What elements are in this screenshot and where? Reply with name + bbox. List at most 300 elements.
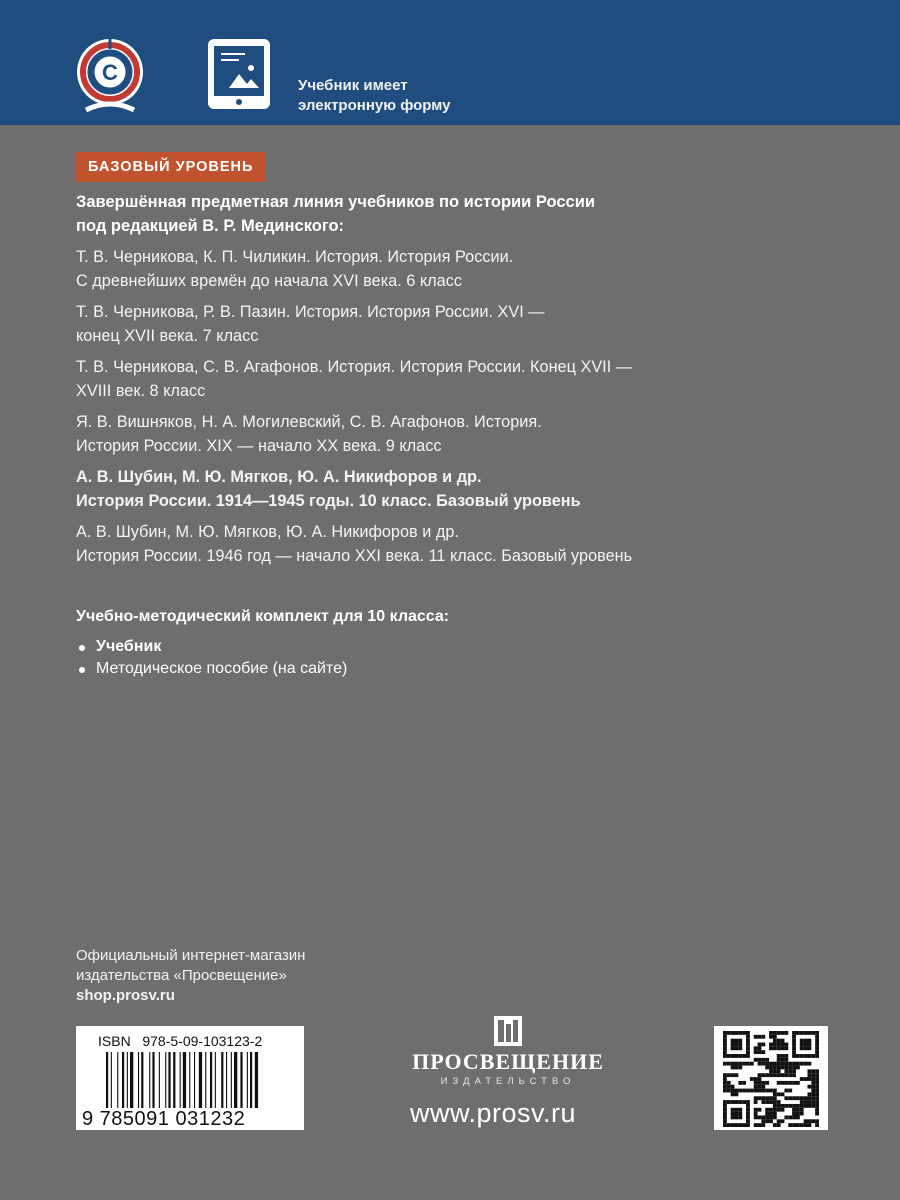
book-line: А. В. Шубин, М. Ю. Мягков, Ю. А. Никифоров и др. (76, 468, 482, 486)
qr-module (723, 1077, 727, 1081)
qr-module (746, 1104, 750, 1108)
qr-module (800, 1039, 804, 1043)
qr-module (723, 1085, 727, 1089)
qr-module (811, 1081, 815, 1085)
qr-module (761, 1043, 765, 1047)
qr-module (738, 1123, 742, 1127)
qr-module (796, 1108, 800, 1112)
qr-module (815, 1081, 819, 1085)
qr-module (738, 1054, 742, 1058)
qr-module (811, 1119, 815, 1123)
qr-module (777, 1066, 781, 1070)
qr-module (804, 1039, 808, 1043)
isbn-label: ISBN (98, 1033, 131, 1049)
qr-module (735, 1062, 739, 1066)
qr-module (754, 1050, 758, 1054)
qr-module (723, 1073, 727, 1077)
barcode-bar (130, 1052, 133, 1108)
qr-module (761, 1123, 765, 1127)
barcode-bar (194, 1052, 195, 1108)
qr-module (815, 1100, 819, 1104)
qr-module (807, 1046, 811, 1050)
qr-module (815, 1069, 819, 1073)
qr-module (800, 1123, 804, 1127)
qr-module (773, 1108, 777, 1112)
qr-module (804, 1096, 808, 1100)
qr-module (781, 1054, 785, 1058)
qr-module (815, 1108, 819, 1112)
qr-module (788, 1073, 792, 1077)
book-grade-8 (76, 355, 866, 403)
qr-module (807, 1069, 811, 1073)
qr-module (773, 1089, 777, 1093)
qr-module (758, 1035, 762, 1039)
qr-module (777, 1043, 781, 1047)
qr-module (800, 1096, 804, 1100)
qr-module (761, 1100, 765, 1104)
qr-module (800, 1112, 804, 1116)
qr-module (800, 1046, 804, 1050)
qr-module (735, 1054, 739, 1058)
qr-module (784, 1081, 788, 1085)
qr-module (800, 1100, 804, 1104)
qr-module (761, 1062, 765, 1066)
qr-module (746, 1050, 750, 1054)
qr-module (815, 1112, 819, 1116)
qr-module (754, 1100, 758, 1104)
qr-module (738, 1115, 742, 1119)
qr-module (777, 1073, 781, 1077)
book-series-section (76, 190, 866, 680)
book-line: Т. В. Черникова, К. П. Чиликин. История. История России. (76, 248, 514, 266)
qr-module (796, 1115, 800, 1119)
barcode-bar (173, 1052, 175, 1108)
qr-module (781, 1104, 785, 1108)
qr-module (796, 1112, 800, 1116)
qr-code-icon[interactable] (723, 1031, 819, 1127)
book-line: А. В. Шубин, М. Ю. Мягков, Ю. А. Никифоров и др. (76, 523, 459, 541)
tablet-icon (207, 38, 271, 110)
barcode-bar (240, 1052, 242, 1108)
qr-module (807, 1092, 811, 1096)
book-grade-9 (76, 410, 866, 458)
qr-module (781, 1119, 785, 1123)
qr-module (738, 1100, 742, 1104)
qr-module (807, 1062, 811, 1066)
barcode-bar (205, 1052, 206, 1108)
eform-line-1: Учебник имеет (298, 77, 408, 94)
qr-module (815, 1123, 819, 1127)
qr-module (804, 1054, 808, 1058)
qr-module (773, 1043, 777, 1047)
qr-module (769, 1069, 773, 1073)
qr-module (784, 1043, 788, 1047)
barcode-bar (189, 1052, 190, 1108)
qr-module (738, 1043, 742, 1047)
qr-module (723, 1062, 727, 1066)
qr-module (738, 1112, 742, 1116)
qr-module (750, 1062, 754, 1066)
qr-module (800, 1043, 804, 1047)
qr-module (750, 1077, 754, 1081)
shop-line-1: Официальный интернет-магазин (76, 947, 306, 964)
qr-module (788, 1062, 792, 1066)
qr-module (815, 1077, 819, 1081)
qr-module (792, 1112, 796, 1116)
qr-module (807, 1039, 811, 1043)
qr-module (815, 1054, 819, 1058)
qr-module (761, 1096, 765, 1100)
qr-module (792, 1046, 796, 1050)
qr-module (784, 1058, 788, 1062)
barcode-bar (226, 1052, 227, 1108)
barcode-bar (221, 1052, 223, 1108)
qr-module (804, 1123, 808, 1127)
qr-module (777, 1046, 781, 1050)
qr-module (811, 1100, 815, 1104)
qr-module (777, 1054, 781, 1058)
qr-module (788, 1089, 792, 1093)
qr-module (784, 1073, 788, 1077)
qr-module (792, 1069, 796, 1073)
qr-module (788, 1115, 792, 1119)
series-heading (76, 190, 866, 238)
qr-module (807, 1104, 811, 1108)
qr-module (769, 1119, 773, 1123)
qr-module (731, 1066, 735, 1070)
qr-module (754, 1115, 758, 1119)
qr-module (746, 1112, 750, 1116)
qr-module (777, 1062, 781, 1066)
qr-module (792, 1062, 796, 1066)
kit-item-methodical-guide: Методическое пособие (на сайте) (76, 658, 866, 680)
shop-line-2: издательства «Просвещение» (76, 967, 287, 984)
qr-module (815, 1073, 819, 1077)
qr-module (761, 1035, 765, 1039)
qr-module (792, 1035, 796, 1039)
qr-module (731, 1062, 735, 1066)
qr-module (761, 1085, 765, 1089)
qr-module (723, 1046, 727, 1050)
qr-module (758, 1085, 762, 1089)
book-line: История России. 1914—1945 годы. 10 класс. Базовый уровень (76, 492, 581, 510)
qr-module (796, 1123, 800, 1127)
qr-module (735, 1039, 739, 1043)
qr-module (754, 1081, 758, 1085)
qr-module (804, 1104, 808, 1108)
barcode-bar (183, 1052, 186, 1108)
qr-module (746, 1108, 750, 1112)
qr-module (804, 1100, 808, 1104)
qr-module (746, 1043, 750, 1047)
barcode-bar (149, 1052, 150, 1108)
qr-module (765, 1119, 769, 1123)
qr-module (773, 1031, 777, 1035)
qr-module (731, 1115, 735, 1119)
qr-module (773, 1115, 777, 1119)
qr-module (727, 1123, 731, 1127)
qr-module (754, 1089, 758, 1093)
qr-module (815, 1043, 819, 1047)
qr-module (769, 1089, 773, 1093)
qr-module (746, 1062, 750, 1066)
qr-module (784, 1096, 788, 1100)
qr-module (723, 1123, 727, 1127)
qr-module (796, 1096, 800, 1100)
qr-module (792, 1043, 796, 1047)
book-line: История России. 1946 год — начало XXI века. 11 класс. Базовый уровень (76, 547, 633, 565)
qr-module (761, 1115, 765, 1119)
qr-module (773, 1100, 777, 1104)
qr-module (769, 1073, 773, 1077)
qr-module (800, 1054, 804, 1058)
qr-module (788, 1123, 792, 1127)
qr-module (777, 1123, 781, 1127)
electronic-form-note (298, 76, 451, 116)
qr-module (811, 1069, 815, 1073)
qr-module (746, 1054, 750, 1058)
qr-module (769, 1096, 773, 1100)
book-line: История России. XIX — начало XX века. 9 класс (76, 437, 442, 455)
qr-module (784, 1104, 788, 1108)
qr-module (807, 1100, 811, 1104)
qr-module (758, 1043, 762, 1047)
qr-module (731, 1054, 735, 1058)
qr-module (742, 1089, 746, 1093)
svg-text:С: С (102, 60, 118, 85)
qr-module (735, 1100, 739, 1104)
qr-module (781, 1081, 785, 1085)
qr-module (761, 1073, 765, 1077)
circle-c-logo-icon (72, 36, 148, 118)
qr-module (765, 1073, 769, 1077)
qr-module (781, 1108, 785, 1112)
qr-module (761, 1081, 765, 1085)
qr-module (754, 1112, 758, 1116)
qr-module (804, 1119, 808, 1123)
qr-module (731, 1108, 735, 1112)
qr-module (735, 1112, 739, 1116)
qr-module (796, 1081, 800, 1085)
qr-module (731, 1039, 735, 1043)
qr-module (773, 1104, 777, 1108)
qr-module (811, 1096, 815, 1100)
qr-module (792, 1081, 796, 1085)
qr-module (761, 1089, 765, 1093)
barcode-bar (111, 1052, 112, 1108)
qr-module (723, 1043, 727, 1047)
qr-module (800, 1077, 804, 1081)
level-badge: БАЗОВЫЙ УРОВЕНЬ (76, 152, 265, 182)
qr-module (804, 1077, 808, 1081)
qr-module (773, 1039, 777, 1043)
publisher-site[interactable]: www.prosv.ru (410, 1098, 577, 1128)
qr-module (777, 1069, 781, 1073)
qr-module (807, 1043, 811, 1047)
qr-module (792, 1108, 796, 1112)
qr-module (773, 1069, 777, 1073)
qr-module (792, 1054, 796, 1058)
qr-module (746, 1123, 750, 1127)
qr-module (758, 1062, 762, 1066)
qr-module (777, 1031, 781, 1035)
qr-module (738, 1031, 742, 1035)
qr-module (731, 1031, 735, 1035)
barcode-bar (159, 1052, 160, 1108)
qr-module (796, 1066, 800, 1070)
barcode-bar (250, 1052, 252, 1108)
qr-module (781, 1058, 785, 1062)
qr-module (731, 1100, 735, 1104)
qr-module (773, 1073, 777, 1077)
kit-list (76, 636, 866, 680)
qr-module (735, 1031, 739, 1035)
barcode-bar (106, 1052, 108, 1108)
qr-module (815, 1039, 819, 1043)
qr-module (792, 1096, 796, 1100)
qr-module (807, 1073, 811, 1077)
qr-module (792, 1066, 796, 1070)
barcode-icon (106, 1052, 296, 1114)
qr-module (731, 1089, 735, 1093)
qr-module (815, 1031, 819, 1035)
qr-module (742, 1123, 746, 1127)
qr-module (781, 1092, 785, 1096)
qr-module (758, 1108, 762, 1112)
qr-module (811, 1077, 815, 1081)
qr-module (796, 1104, 800, 1108)
qr-module (758, 1081, 762, 1085)
qr-module (769, 1035, 773, 1039)
qr-module (765, 1062, 769, 1066)
qr-module (727, 1081, 731, 1085)
barcode-bar (247, 1052, 248, 1108)
qr-module (815, 1085, 819, 1089)
qr-module (746, 1100, 750, 1104)
qr-module (758, 1089, 762, 1093)
book-grade-6 (76, 245, 866, 293)
qr-module (754, 1096, 758, 1100)
qr-module (777, 1104, 781, 1108)
qr-module (811, 1085, 815, 1089)
qr-module (807, 1031, 811, 1035)
qr-module (773, 1092, 777, 1096)
qr-module (777, 1108, 781, 1112)
shop-url[interactable]: shop.prosv.ru (76, 987, 175, 1004)
qr-module (807, 1085, 811, 1089)
qr-module (784, 1066, 788, 1070)
barcode-bar (255, 1052, 258, 1108)
qr-module (731, 1112, 735, 1116)
qr-module (723, 1081, 727, 1085)
eform-line-2: электронную форму (298, 97, 451, 114)
qr-module (769, 1112, 773, 1116)
barcode-bar (234, 1052, 237, 1108)
qr-module (738, 1089, 742, 1093)
book-grade-10-current (76, 465, 866, 513)
isbn-text (98, 1033, 262, 1049)
qr-module (758, 1058, 762, 1062)
qr-module (738, 1062, 742, 1066)
kit-item-textbook: Учебник (76, 636, 866, 658)
qr-module (781, 1031, 785, 1035)
qr-module (792, 1104, 796, 1108)
barcode-bar (165, 1052, 166, 1108)
qr-module (792, 1039, 796, 1043)
qr-module (746, 1115, 750, 1119)
barcode-bar (141, 1052, 143, 1108)
qr-module (788, 1096, 792, 1100)
qr-module (738, 1066, 742, 1070)
isbn-number: 978-5-09-103123-2 (142, 1033, 263, 1049)
qr-module (754, 1077, 758, 1081)
qr-module (723, 1054, 727, 1058)
qr-module (815, 1050, 819, 1054)
qr-module (788, 1081, 792, 1085)
qr-module (784, 1062, 788, 1066)
qr-module (781, 1046, 785, 1050)
official-shop-info (76, 946, 305, 1006)
barcode-bar (168, 1052, 170, 1108)
qr-module (777, 1119, 781, 1123)
book-line: конец XVII века. 7 класс (76, 327, 259, 345)
qr-module (800, 1031, 804, 1035)
qr-module (727, 1100, 731, 1104)
qr-module (807, 1123, 811, 1127)
qr-module (800, 1062, 804, 1066)
book-line: Я. В. Вишняков, Н. А. Могилевский, С. В. Агафонов. История. (76, 413, 542, 431)
qr-module (815, 1092, 819, 1096)
qr-module (815, 1089, 819, 1093)
qr-module (746, 1046, 750, 1050)
qr-module (731, 1123, 735, 1127)
qr-module (811, 1054, 815, 1058)
qr-module (769, 1066, 773, 1070)
qr-module (723, 1035, 727, 1039)
qr-module (738, 1046, 742, 1050)
barcode-bar (138, 1052, 139, 1108)
qr-module (815, 1119, 819, 1123)
qr-module (761, 1058, 765, 1062)
qr-module (784, 1054, 788, 1058)
qr-module (769, 1043, 773, 1047)
qr-module (742, 1031, 746, 1035)
qr-module (758, 1077, 762, 1081)
qr-module (731, 1043, 735, 1047)
qr-module (754, 1035, 758, 1039)
qr-module (727, 1031, 731, 1035)
qr-module (792, 1115, 796, 1119)
qr-module (784, 1046, 788, 1050)
qr-module (735, 1092, 739, 1096)
qr-module (761, 1119, 765, 1123)
qr-module (769, 1100, 773, 1104)
qr-module (788, 1066, 792, 1070)
barcode-bar (117, 1052, 118, 1108)
qr-module (735, 1066, 739, 1070)
qr-module (735, 1108, 739, 1112)
qr-module (781, 1066, 785, 1070)
barcode-bar (122, 1052, 124, 1108)
qr-module (773, 1035, 777, 1039)
qr-module (807, 1054, 811, 1058)
qr-module (773, 1123, 777, 1127)
qr-module (723, 1100, 727, 1104)
qr-module (727, 1054, 731, 1058)
qr-module (754, 1085, 758, 1089)
qr-module (735, 1046, 739, 1050)
qr-module (777, 1058, 781, 1062)
